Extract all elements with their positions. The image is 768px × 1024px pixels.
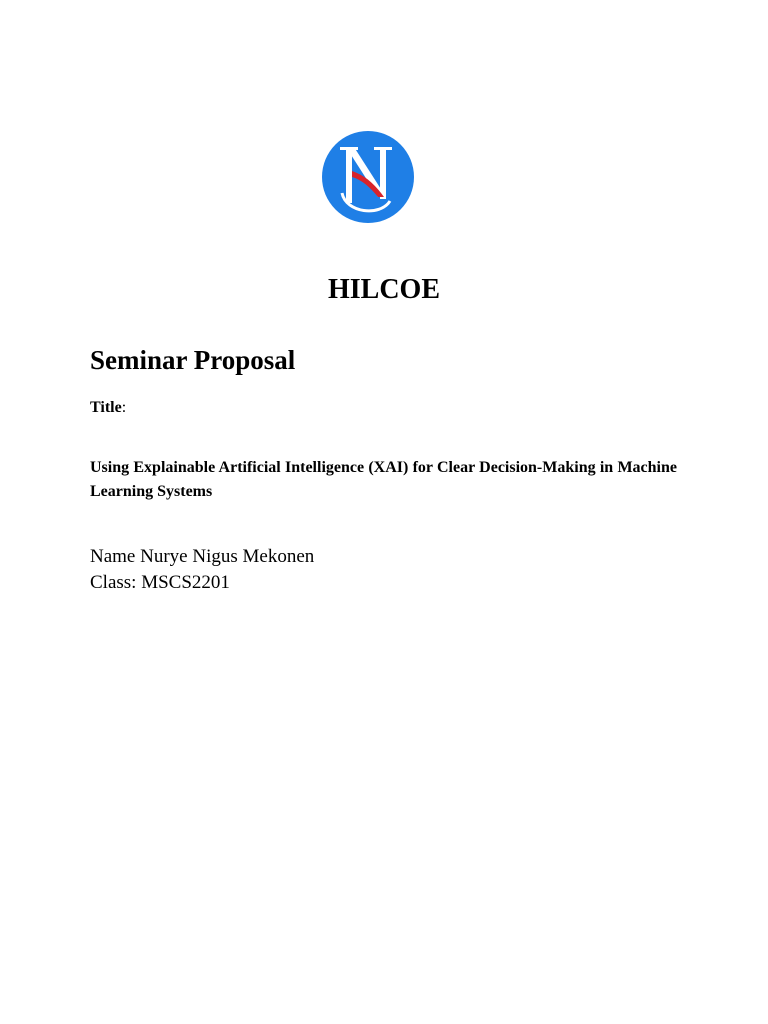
author-name: Name Nurye Nigus Mekonen xyxy=(90,546,315,567)
class-info: Class: MSCS2201 xyxy=(90,572,230,593)
title-label xyxy=(90,398,126,418)
title-label-colon: : xyxy=(121,399,127,416)
hilcoe-logo-icon xyxy=(322,131,414,223)
institution-name: HILCOE xyxy=(327,274,441,305)
document-type-heading: Seminar Proposal xyxy=(90,345,296,375)
title-label-text: Title xyxy=(90,399,122,416)
proposal-title: Using Explainable Artificial Intelligence (XAI) for Clear Decision-Making in Machine Learning Systems xyxy=(90,459,677,500)
